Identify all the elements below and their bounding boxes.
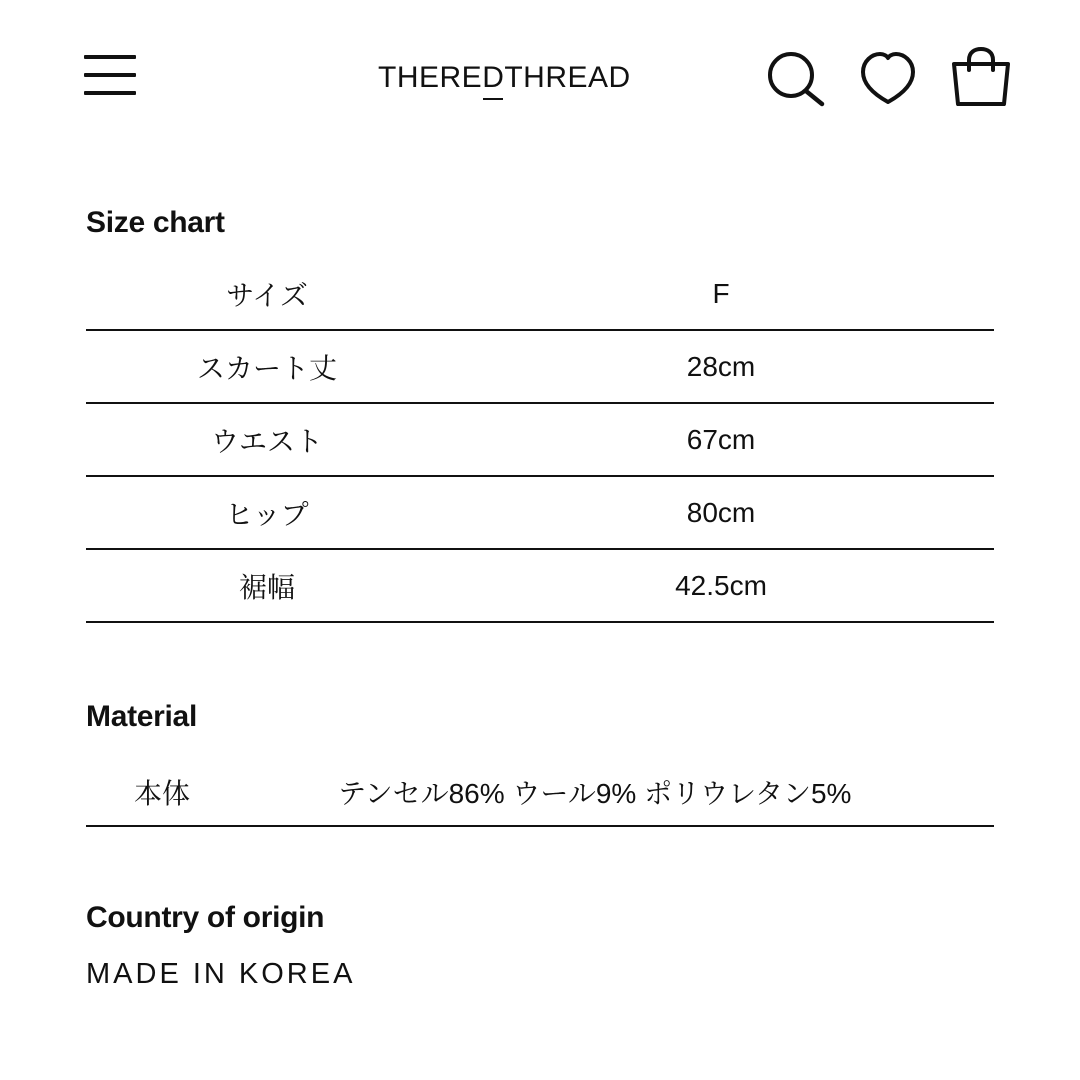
material-row	[86, 754, 994, 827]
size-header-label: サイズ	[226, 279, 308, 311]
size-chart-title: Size chart	[86, 206, 225, 239]
size-row-label: ヒップ	[225, 498, 309, 530]
size-row-label: ウエスト	[210, 425, 323, 457]
country-of-origin-title: Country of origin	[86, 901, 325, 934]
favorite-heart-icon[interactable]	[858, 48, 918, 108]
size-row-value: 67cm	[686, 423, 756, 455]
size-row	[86, 477, 994, 550]
brand-logo[interactable]	[378, 62, 702, 94]
size-row-value: 80cm	[686, 496, 756, 528]
brand-text-mark: D	[482, 61, 505, 94]
size-row-value: 42.5cm	[675, 569, 767, 601]
material-label: 本体	[134, 778, 191, 809]
search-icon[interactable]	[764, 48, 828, 108]
size-row-value: 28cm	[686, 350, 756, 382]
size-row	[86, 331, 994, 404]
size-row-label: 裾幅	[238, 571, 295, 603]
material-title: Material	[86, 700, 197, 733]
brand-text-start: THERE	[378, 61, 483, 94]
size-header-row	[86, 258, 994, 331]
country-of-origin-value: MADE IN KOREA	[86, 958, 356, 990]
size-chart-table	[86, 258, 994, 623]
hamburger-menu-icon[interactable]	[84, 55, 136, 95]
size-header-value: F	[712, 277, 730, 309]
size-row-label: スカート丈	[196, 352, 337, 384]
shopping-bag-icon[interactable]	[948, 46, 1014, 108]
material-value: テンセル86% ウール9% ポリウレタン5%	[338, 778, 852, 809]
brand-text-end: THREAD	[504, 61, 631, 94]
size-row	[86, 404, 994, 477]
site-header	[0, 0, 1080, 140]
size-row	[86, 550, 994, 623]
